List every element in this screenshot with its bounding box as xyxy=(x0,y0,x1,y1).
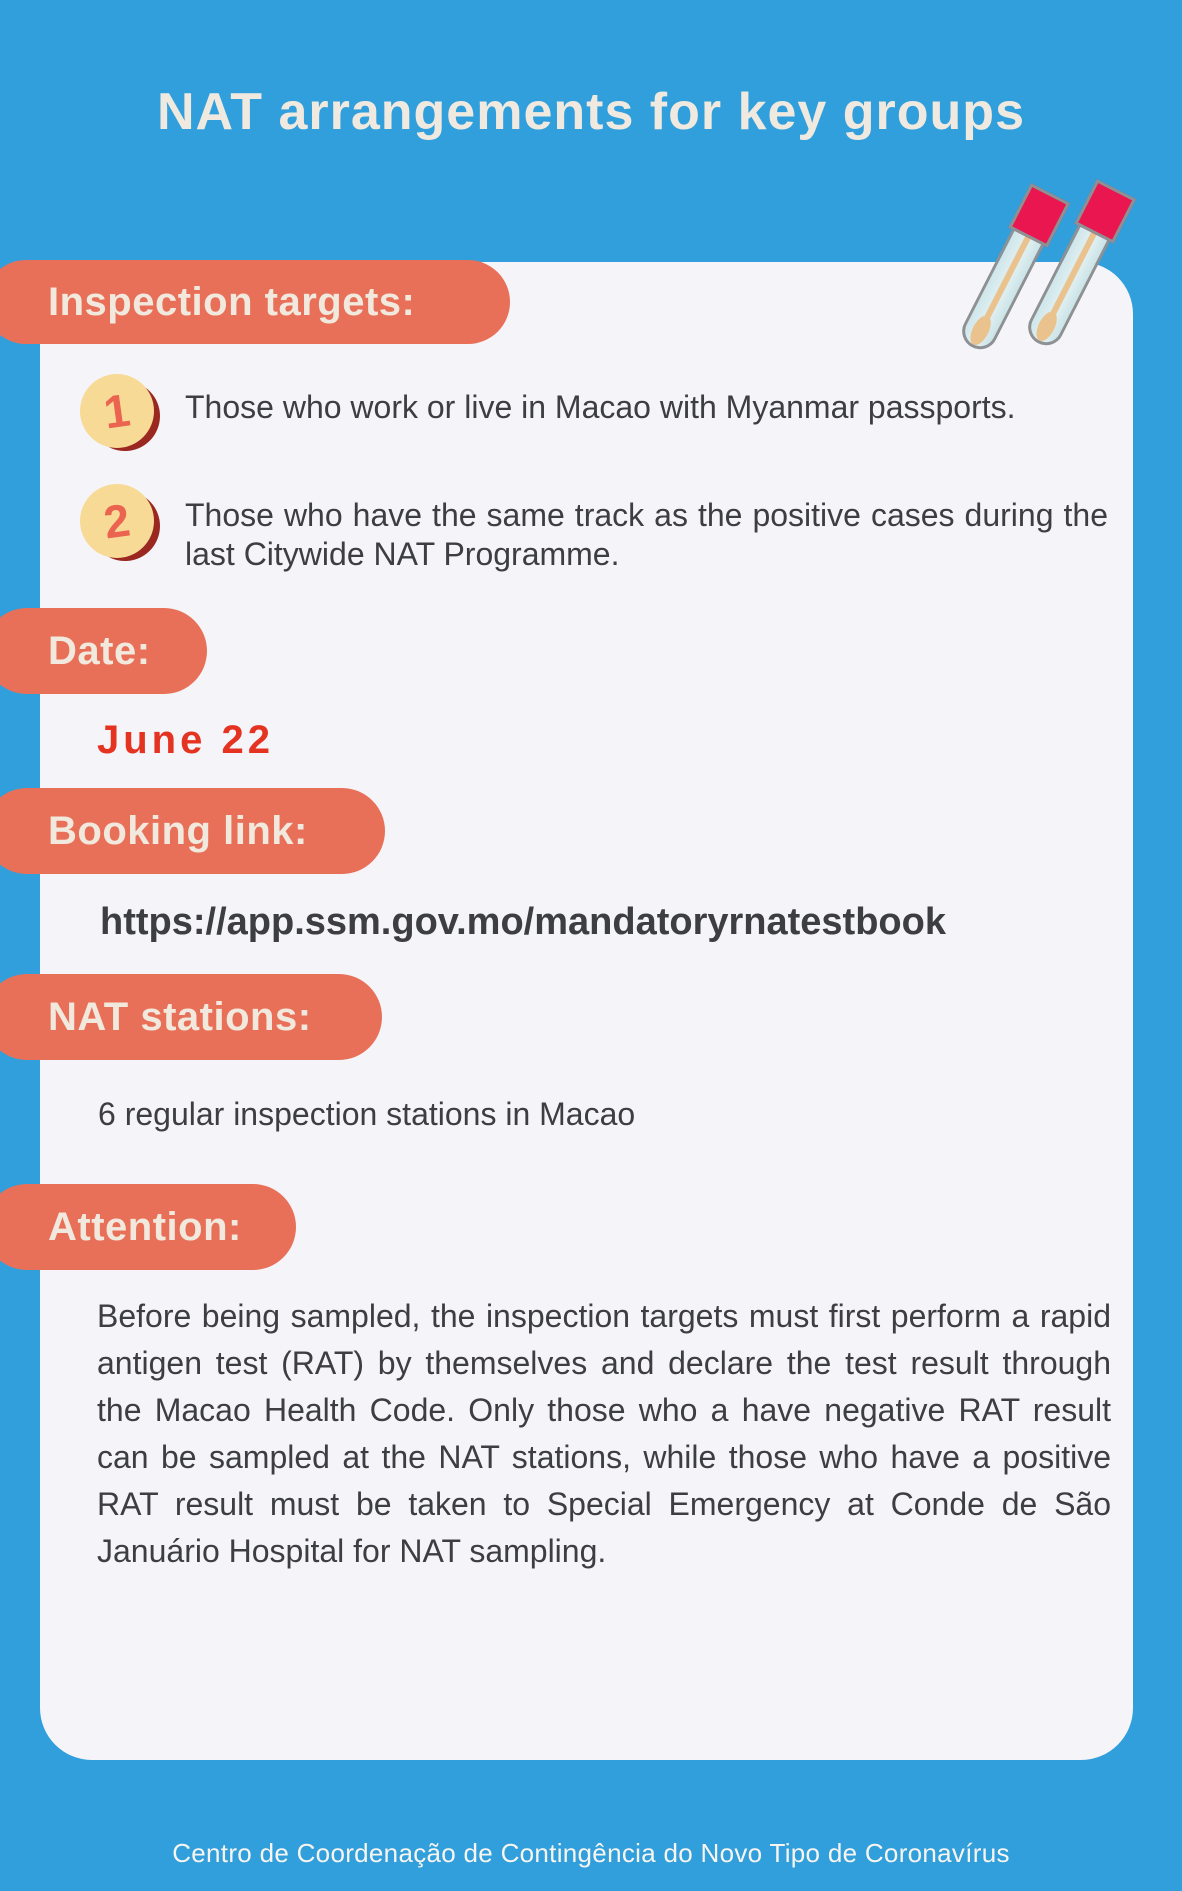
section-label: Inspection targets: xyxy=(48,279,416,324)
attention-text: Before being sampled, the inspection targets must first perform a rapid antigen test (RAT) by themselves and declare the test result through the Macao Health Code. Only those who a have negative RAT result can be sampled at the NAT stations, while those who have a positive RAT result must be taken to Special Emergency at Conde de São Januário Hospital for NAT sampling. xyxy=(97,1298,1111,1569)
section-pill-nat-stations xyxy=(0,974,382,1060)
section-pill-inspection-targets xyxy=(0,260,510,344)
section-pill-date xyxy=(0,608,207,694)
booking-url-link[interactable]: https://app.ssm.gov.mo/mandatoryrnatestbook xyxy=(100,901,946,943)
section-label: Attention: xyxy=(48,1204,242,1249)
page-title: NAT arrangements for key groups xyxy=(156,83,1025,141)
date-value: June 22 xyxy=(97,718,274,762)
stations-value: 6 regular inspection stations in Macao xyxy=(98,1096,636,1132)
item-number-badge xyxy=(80,374,154,448)
section-pill-booking-link xyxy=(0,788,385,874)
section-label: Date: xyxy=(48,628,151,673)
footer-text: Centro de Coordenação de Contingência do Novo Tipo de Coronavírus xyxy=(172,1838,1010,1868)
list-item: Those who work or live in Macao with Myanmar passports. xyxy=(185,389,1016,425)
section-pill-attention xyxy=(0,1184,296,1270)
item-number-badge xyxy=(80,484,154,558)
section-label: NAT stations: xyxy=(48,994,312,1039)
list-item: Those who have the same track as the positive cases during the last Citywide NAT Programme. xyxy=(185,497,1108,572)
item-number: 2 xyxy=(100,493,134,549)
item-number: 1 xyxy=(100,383,134,439)
section-label: Booking link: xyxy=(48,808,308,853)
